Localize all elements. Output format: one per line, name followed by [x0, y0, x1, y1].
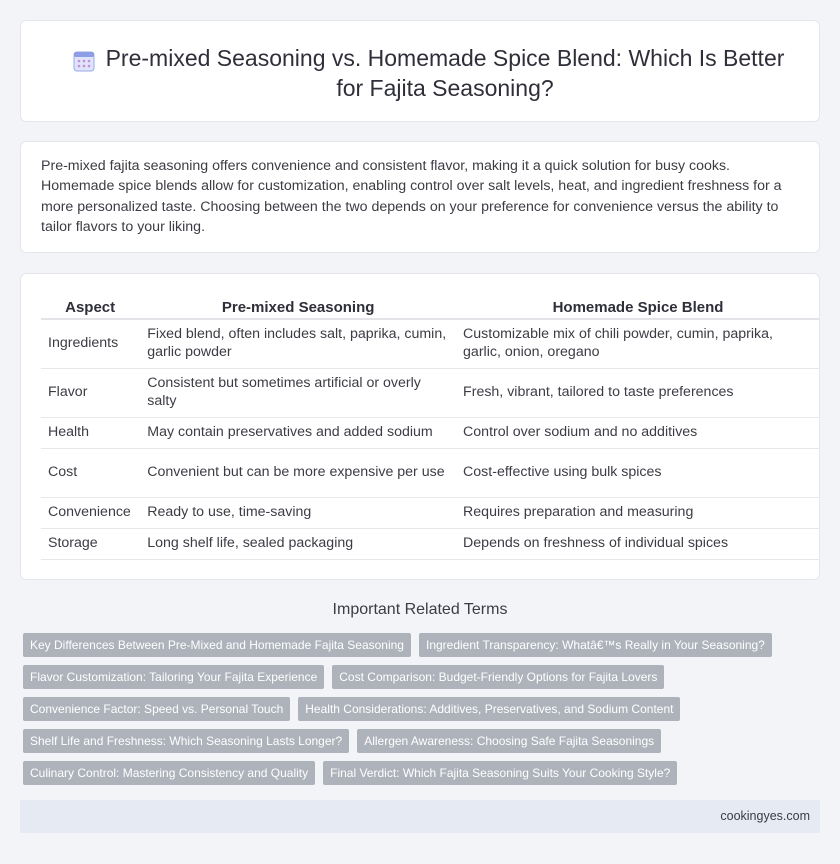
cell-aspect: Storage [41, 528, 140, 559]
cell-premixed: Consistent but sometimes artificial or overly salty [140, 368, 456, 417]
related-term-tag[interactable]: Key Differences Between Pre-Mixed and Homemade Fajita Seasoning [23, 633, 411, 657]
cell-premixed: Convenient but can be more expensive per use [140, 448, 456, 497]
cell-premixed: Fixed blend, often includes salt, paprika, cumin, garlic powder [140, 319, 456, 368]
related-terms-list [23, 633, 823, 793]
table-row [41, 368, 819, 417]
related-term-tag[interactable]: Ingredient Transparency: Whatâ€™s Really in Your Seasoning? [419, 633, 772, 657]
related-term-tag[interactable]: Flavor Customization: Tailoring Your Fajita Experience [23, 665, 324, 689]
table-row [41, 528, 819, 559]
related-term-tag[interactable]: Convenience Factor: Speed vs. Personal Touch [23, 697, 290, 721]
related-term-tag[interactable]: Allergen Awareness: Choosing Safe Fajita Seasonings [357, 729, 661, 753]
cell-aspect: Ingredients [41, 319, 140, 368]
tag-row [23, 633, 823, 657]
cell-homemade: Fresh, vibrant, tailored to taste preferences [456, 368, 819, 417]
cell-premixed: Long shelf life, sealed packaging [140, 528, 456, 559]
header-aspect: Aspect [41, 294, 140, 319]
table-row [41, 417, 819, 448]
intro-paragraph: Pre-mixed fajita seasoning offers convenience and consistent flavor, making it a quick solution for busy cooks. Homemade spice blends allow for customization, enabling control over salt levels, heat, and ingredient freshness for a more personalized taste. Choosing between the two depends on your preference for convenience versus the ability to tailor flavors to your liking. [41, 158, 782, 236]
comparison-table [41, 294, 819, 560]
table-row [41, 319, 819, 368]
related-term-tag[interactable]: Shelf Life and Freshness: Which Seasoning Lasts Longer? [23, 729, 349, 753]
table-row [41, 497, 819, 528]
tag-row [23, 761, 823, 785]
page-title: Pre-mixed Seasoning vs. Homemade Spice Blend: Which Is Better for Fajita Seasoning? [105, 45, 785, 101]
cell-aspect: Convenience [41, 497, 140, 528]
cell-aspect: Flavor [41, 368, 140, 417]
header-homemade: Homemade Spice Blend [456, 294, 819, 319]
intro-card [20, 141, 820, 253]
title-card [20, 20, 820, 122]
footer [20, 800, 820, 833]
cell-homemade: Depends on freshness of individual spices [456, 528, 819, 559]
cell-homemade: Cost-effective using bulk spices [456, 448, 819, 497]
related-term-tag[interactable]: Culinary Control: Mastering Consistency and Quality [23, 761, 315, 785]
cell-homemade: Customizable mix of chili powder, cumin, paprika, garlic, onion, oregano [456, 319, 819, 368]
comparison-card [20, 273, 820, 580]
tag-row [23, 697, 823, 721]
header-premixed: Pre-mixed Seasoning [140, 294, 456, 319]
tag-row [23, 729, 823, 753]
footer-site-link[interactable]: cookingyes.com [720, 809, 810, 823]
related-term-tag[interactable]: Cost Comparison: Budget-Friendly Options for Fajita Lovers [332, 665, 664, 689]
cell-aspect: Health [41, 417, 140, 448]
related-term-tag[interactable]: Final Verdict: Which Fajita Seasoning Suits Your Cooking Style? [323, 761, 677, 785]
cell-aspect: Cost [41, 448, 140, 497]
cell-homemade: Control over sodium and no additives [456, 417, 819, 448]
related-term-tag[interactable]: Health Considerations: Additives, Preservatives, and Sodium Content [298, 697, 680, 721]
cell-homemade: Requires preparation and measuring [456, 497, 819, 528]
cell-premixed: May contain preservatives and added sodium [140, 417, 456, 448]
table-header-row [41, 294, 819, 319]
table-row [41, 448, 819, 497]
cell-premixed: Ready to use, time-saving [140, 497, 456, 528]
tag-row [23, 665, 823, 689]
related-terms-heading: Important Related Terms [332, 601, 508, 618]
